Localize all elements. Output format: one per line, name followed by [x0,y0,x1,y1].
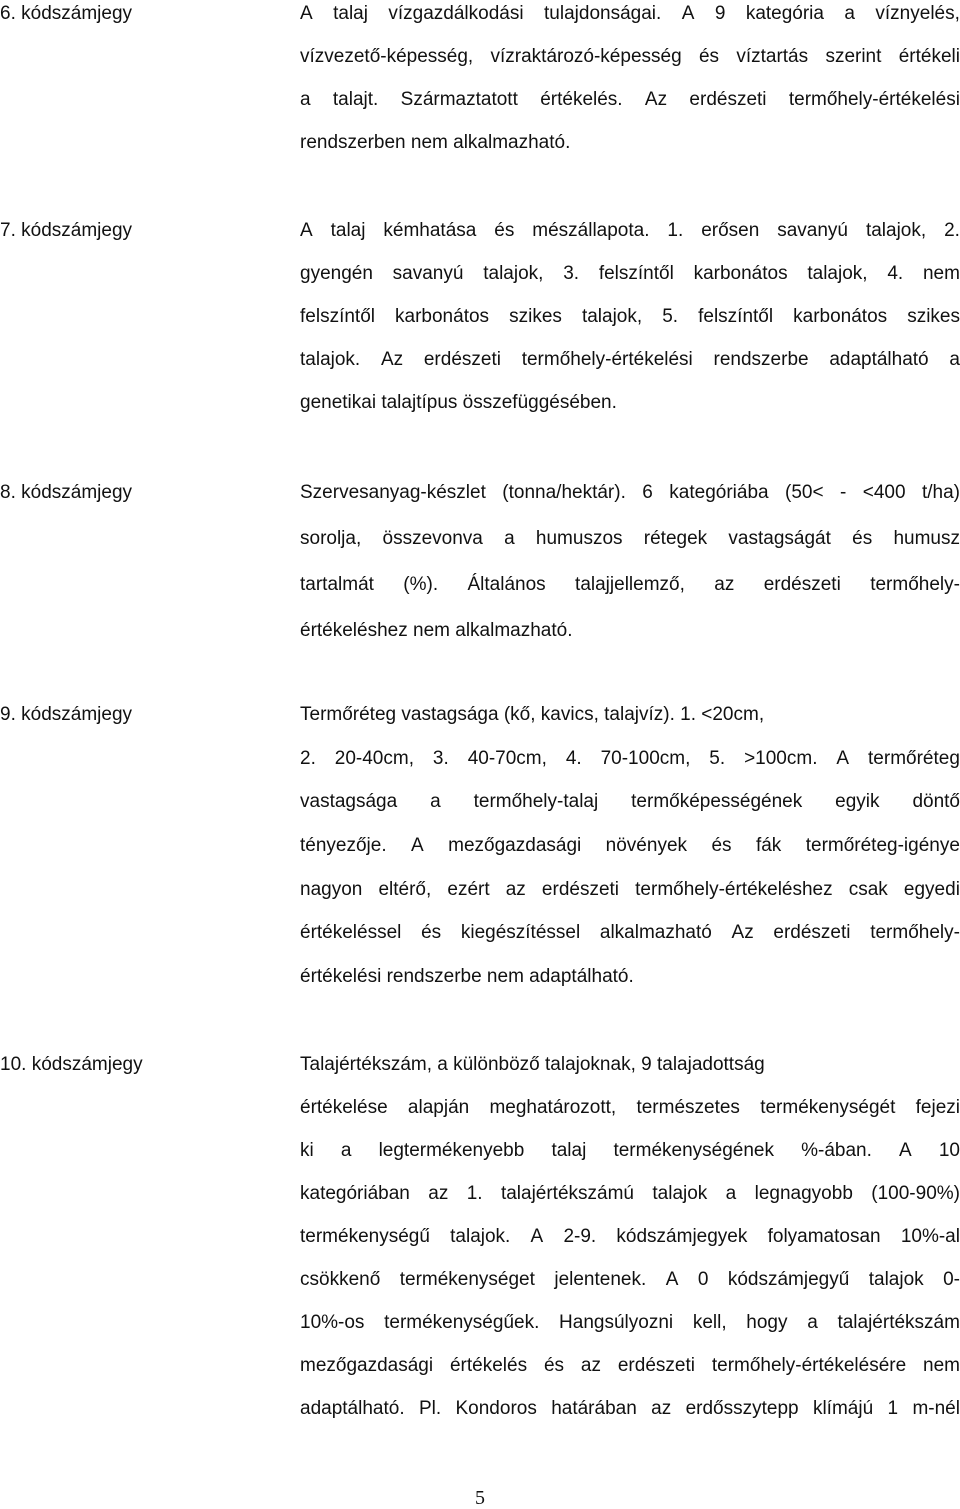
body-line: tényezője. A mezőgazdasági növények és fák termőréteg-igénye [300,835,960,856]
body-line: kategóriában az 1. talajértékszámú talajok a legnagyobb (100-90%) [300,1183,960,1204]
body-line: vastagsága a termőhely-talaj termőképességének egyik döntő [300,791,960,812]
body-line: termékenységű talajok. A 2-9. kódszámjegyek folyamatosan 10%-al [300,1226,960,1247]
body-line: értékeléssel és kiegészítéssel alkalmazható Az erdészeti termőhely- [300,922,960,943]
body-line: Talajértékszám, a különböző talajoknak, 9 talajadottság [300,1054,765,1075]
entry-code: 10. kódszámjegy [0,1054,143,1075]
body-line: rendszerben nem alkalmazható. [300,132,571,153]
body-line: mezőgazdasági értékelés és az erdészeti termőhely-értékelésére nem [300,1355,960,1376]
page-number: 5 [475,1487,485,1509]
body-line: adaptálható. Pl. Kondoros határában az erdősszytepp klímájú 1 m-nél [300,1398,960,1419]
body-line: Termőréteg vastagsága (kő, kavics, talajvíz). 1. <20cm, [300,704,765,725]
body-line: A talaj vízgazdálkodási tulajdonságai. A 9 kategória a víznyelés, [300,3,960,24]
body-line: értékelési rendszerbe nem adaptálható. [300,966,634,987]
body-line: értékeléshez nem alkalmazható. [300,620,573,641]
body-line: A talaj kémhatása és mészállapota. 1. erősen savanyú talajok, 2. [300,220,960,241]
body-line: tartalmát (%). Általános talajjellemző, az erdészeti termőhely- [300,574,960,595]
body-line: értékelése alapján meghatározott, természetes termékenységét fejezi [300,1097,960,1118]
entry-code: 8. kódszámjegy [0,482,133,503]
body-line: ki a legtermékenyebb talaj termékenységének %-ában. A 10 [300,1140,960,1161]
body-line: gyengén savanyú talajok, 3. felszíntől karbonátos talajok, 4. nem [300,263,960,284]
body-line: a talajt. Származtatott értékelés. Az erdészeti termőhely-értékelési [300,89,960,110]
body-line: felszíntől karbonátos szikes talajok, 5. felszíntől karbonátos szikes [300,306,960,327]
body-line: 2. 20-40cm, 3. 40-70cm, 4. 70-100cm, 5. >100cm. A termőréteg [300,748,960,769]
body-line: sorolja, összevonva a humuszos rétegek vastagságát és humusz [300,528,960,549]
body-line: 10%-os termékenységűek. Hangsúlyozni kell, hogy a talajértékszám [300,1312,960,1333]
body-line: vízvezető-képesség, vízraktározó-képesség és víztartás szerint értékeli [300,46,960,67]
body-line: talajok. Az erdészeti termőhely-értékelési rendszerbe adaptálható a [300,349,960,370]
body-line: Szervesanyag-készlet (tonna/hektár). 6 kategóriába (50< - <400 t/ha) [300,482,960,503]
entry-code: 7. kódszámjegy [0,220,133,241]
body-line: genetikai talajtípus összefüggésében. [300,392,617,413]
body-line: nagyon eltérő, ezért az erdészeti termőhely-értékeléshez csak egyedi [300,879,960,900]
entry-code: 6. kódszámjegy [0,3,133,24]
body-line: csökkenő termékenységet jelentenek. A 0 kódszámjegyű talajok 0- [300,1269,960,1290]
entry-code: 9. kódszámjegy [0,704,133,725]
